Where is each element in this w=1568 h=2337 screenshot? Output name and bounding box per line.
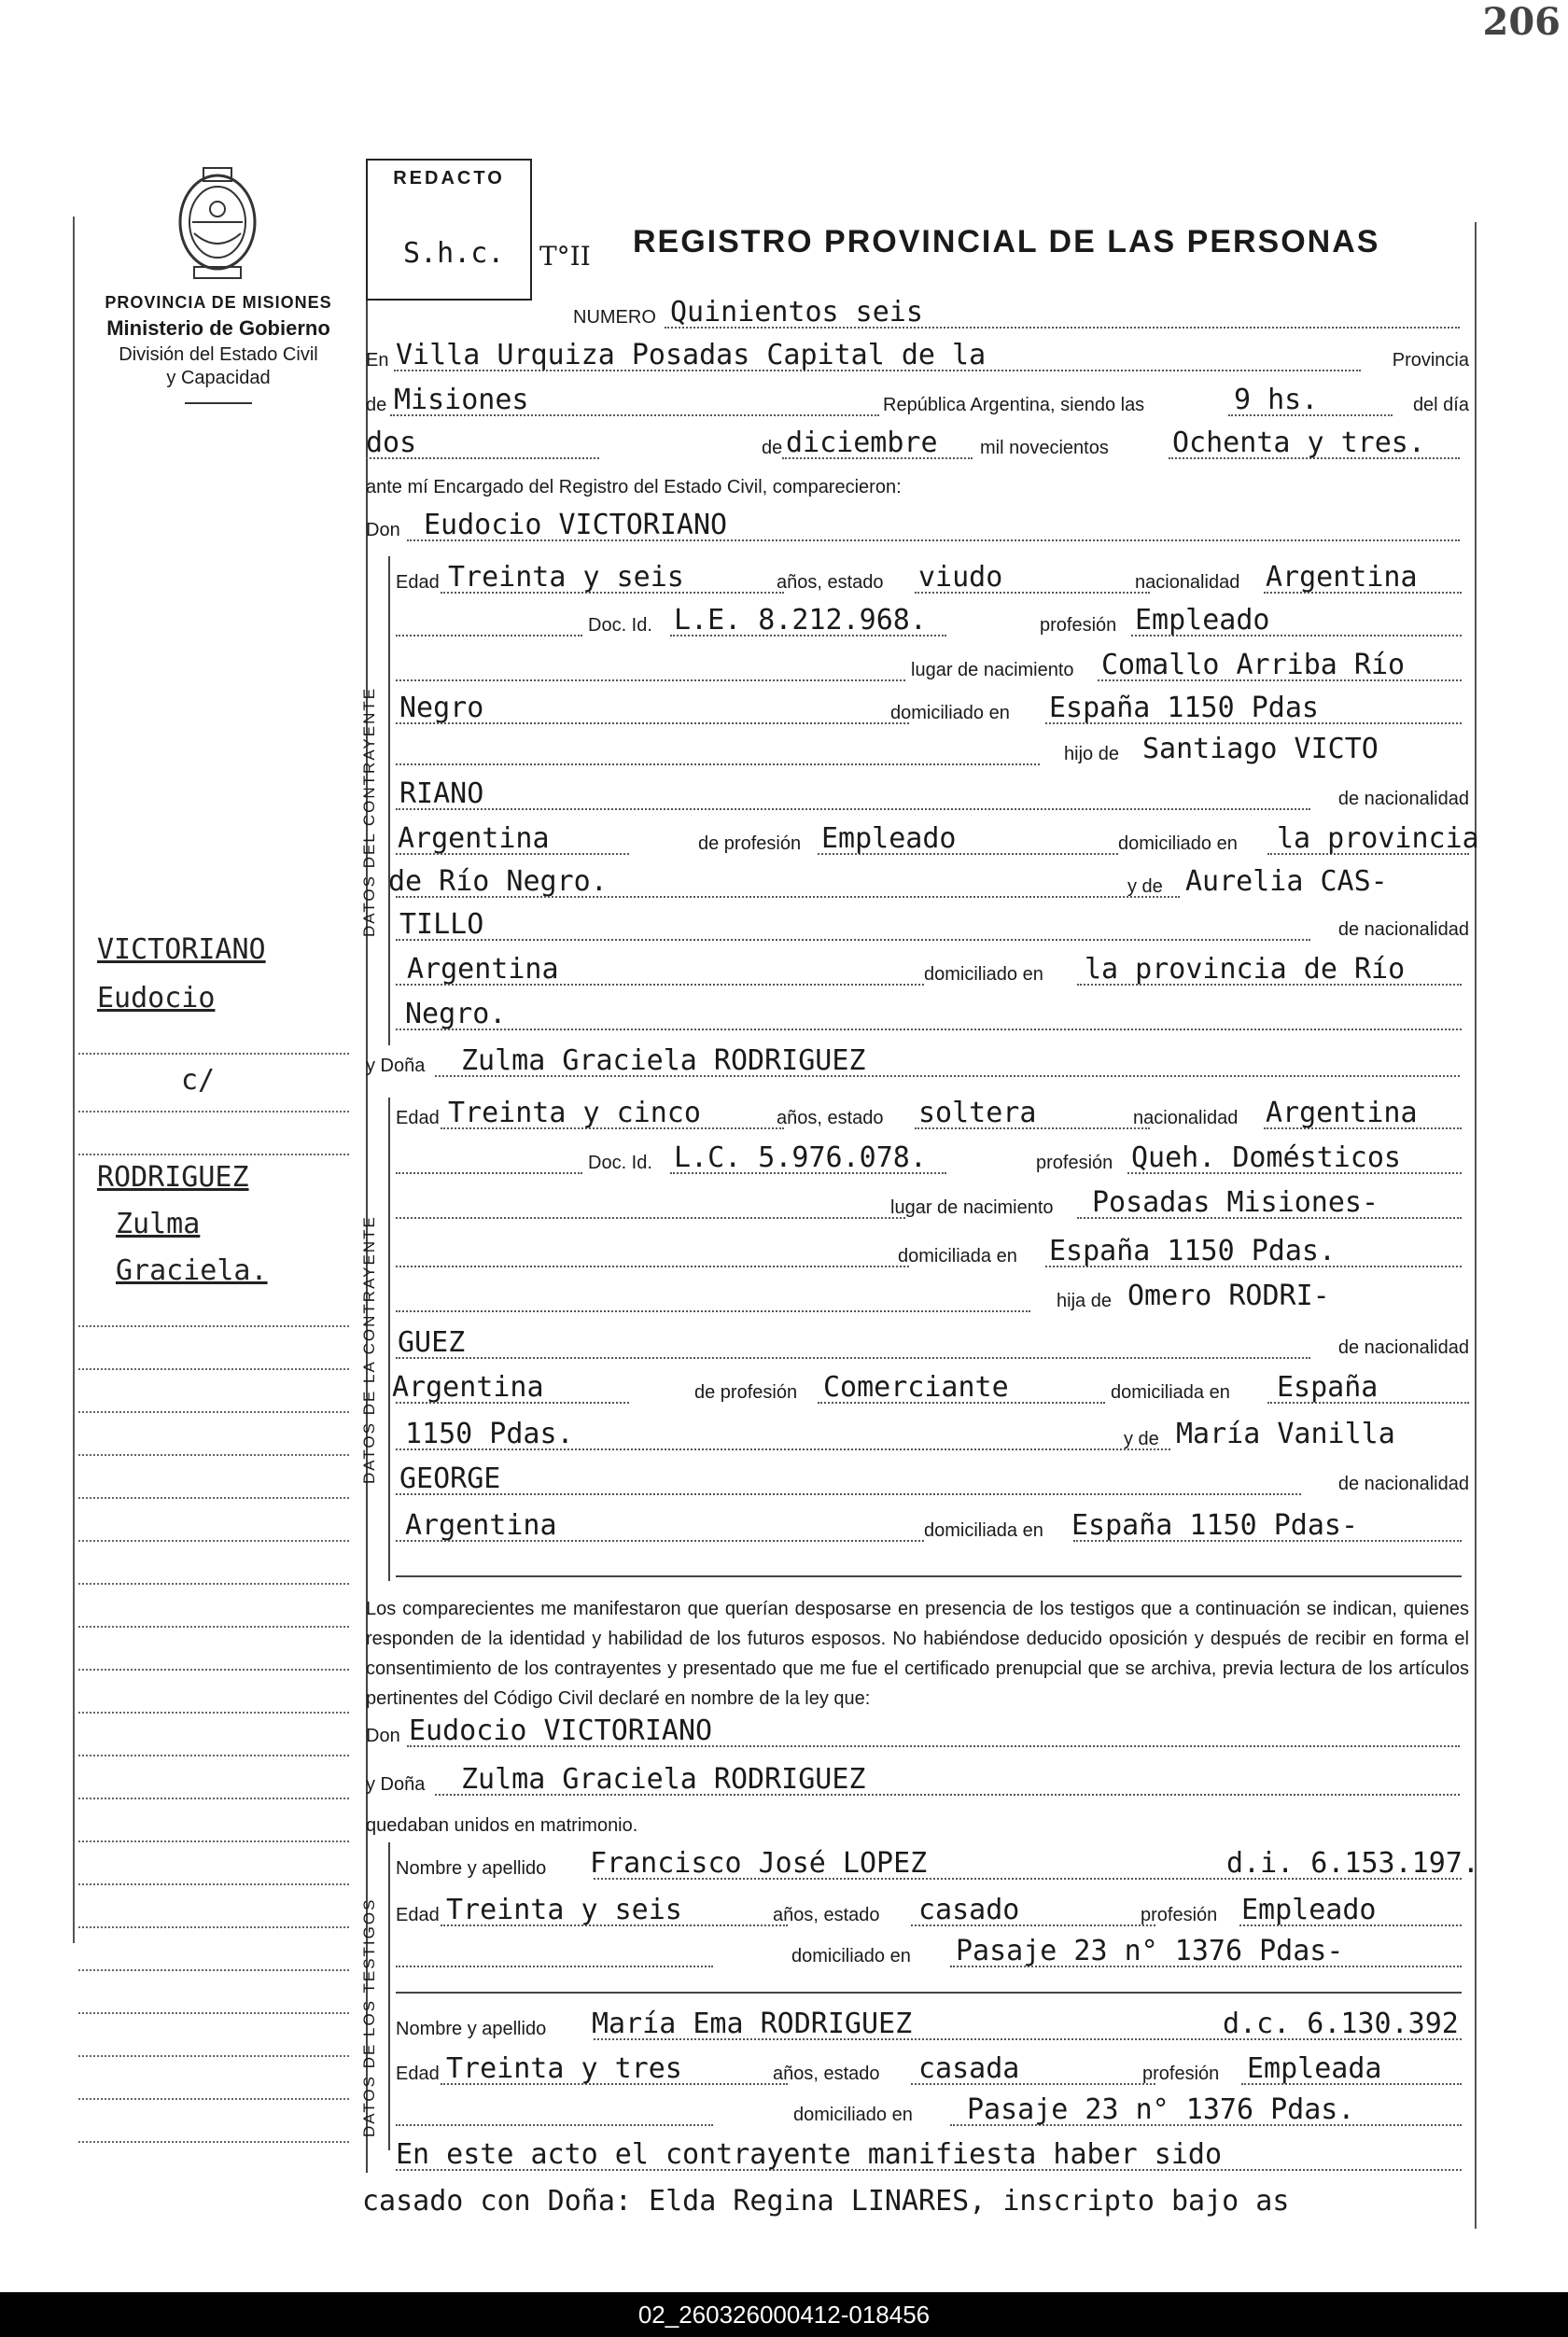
section-rule <box>396 1992 1462 1994</box>
margin-line <box>78 1154 349 1155</box>
c-padre-prof-row <box>396 821 1479 859</box>
t2-domicilio-row <box>396 2092 1469 2130</box>
margin-line <box>78 1540 349 1542</box>
margin-surname-1: VICTORIANO <box>97 933 266 966</box>
margin-con: c/ <box>181 1064 216 1097</box>
testigos-side-label: DATOS DE LOS TESTIGOS <box>360 1897 378 2137</box>
f-madre-value-2: GEORGE <box>399 1462 501 1495</box>
dia-value: dos <box>366 427 417 459</box>
hora-value: 9 hs. <box>1234 384 1319 416</box>
margin-name-1: Eudocio <box>97 982 216 1015</box>
fecha-row <box>366 426 1469 463</box>
c-padre-value-2: RIANO <box>399 777 484 810</box>
frame-right-rule <box>1475 222 1477 2229</box>
c-edad-row <box>396 560 1469 597</box>
margin-line <box>78 2012 349 2014</box>
lugar-label: lugar de nacimiento <box>911 660 1074 680</box>
nacionalidad-label: nacionalidad <box>1135 572 1240 593</box>
domicilio-label: domiciliado en <box>793 2105 913 2125</box>
de-profesion-label: de profesión <box>694 1382 798 1403</box>
f-profesion-value: Queh. Domésticos <box>1131 1141 1401 1174</box>
don-label: Don <box>366 520 400 540</box>
t1-edad-value: Treinta y seis <box>446 1894 682 1926</box>
en-value: Villa Urquiza Posadas Capital de la <box>396 339 987 371</box>
c-madre-dom-2-row <box>396 997 1469 1034</box>
t1-doc-value: d.i. 6.153.197. <box>1226 1847 1479 1880</box>
tomo-mark: T°II <box>539 241 591 272</box>
domicilio-label: domiciliado en <box>890 703 1010 723</box>
t2-domicilio-value: Pasaje 23 n° 1376 Pdas. <box>967 2093 1355 2126</box>
f-padre-value: Omero RODRI- <box>1127 1280 1330 1312</box>
de-nacionalidad-label: de nacionalidad <box>1337 789 1469 809</box>
madre-domicilio-label: domiciliado en <box>924 964 1043 985</box>
edad-label: Edad <box>396 572 440 593</box>
c-lugar-row <box>396 648 1469 685</box>
padre-domicilio-label: domiciliada en <box>1111 1382 1230 1403</box>
de-nacionalidad-label: de nacionalidad <box>1337 919 1469 940</box>
edad-label: Edad <box>396 2064 440 2084</box>
de-value: Misiones <box>394 384 529 416</box>
fill-line <box>396 1029 1462 1030</box>
dona-row <box>366 1043 1469 1081</box>
nota-line-1: En este acto el contrayente manifiesta haber sido <box>396 2138 1223 2171</box>
t1-nombre-value: Francisco José LOPEZ <box>590 1847 928 1880</box>
nota-row-1 <box>396 2137 1469 2175</box>
margin-line <box>78 1840 349 1842</box>
margin-name-3: Graciela. <box>116 1254 268 1287</box>
en-row <box>366 338 1469 375</box>
testigos-bracket <box>388 1842 390 2150</box>
redacto-box <box>366 159 532 301</box>
fill-line <box>396 2124 713 2126</box>
f-domicilio-value: España 1150 Pdas. <box>1049 1235 1337 1267</box>
f-lugar-row <box>396 1185 1469 1223</box>
doc-label: Doc. Id. <box>588 615 652 636</box>
contrayenta-bracket <box>388 1098 390 1581</box>
c-madre-value-2: TILLO <box>399 908 484 941</box>
fill-line <box>396 808 1310 810</box>
numero-row <box>366 295 1469 332</box>
margin-line <box>78 1755 349 1756</box>
provincia-label: Provincia <box>1392 350 1469 371</box>
c-padre-prof-value: Empleado <box>821 822 957 855</box>
t1-domicilio-value: Pasaje 23 n° 1376 Pdas- <box>956 1935 1344 1967</box>
anios-label: años, estado <box>773 2064 880 2084</box>
scan-id: 02_260326000412-018456 <box>637 2301 931 2329</box>
fill-line <box>396 1402 629 1404</box>
c-madre-dom-value-2: Negro. <box>405 998 507 1030</box>
f-lugar-value: Posadas Misiones- <box>1092 1186 1379 1219</box>
margin-line <box>78 1798 349 1799</box>
margin-line <box>78 1325 349 1327</box>
fill-line <box>396 1172 582 1174</box>
f-padre-dom-value-2: 1150 Pdas. <box>405 1418 574 1450</box>
hijo-label: hijo de <box>1064 744 1119 764</box>
c-domicilio-row <box>396 691 1469 728</box>
margin-line <box>78 1411 349 1413</box>
margin-rule <box>73 217 75 1943</box>
don-row <box>366 508 1469 545</box>
margin-line <box>78 1669 349 1671</box>
margin-line <box>78 1497 349 1499</box>
margin-line <box>78 1454 349 1456</box>
c-padre-dom-value-2: de Río Negro. <box>388 865 608 898</box>
t1-nombre-row <box>396 1846 1479 1883</box>
anios-label: años, estado <box>773 1905 880 1925</box>
f-hija-row <box>396 1279 1469 1316</box>
f-madre-nac-value: Argentina <box>405 1509 557 1542</box>
division-name: División del Estado Civil <box>119 344 318 365</box>
f-estado-value: soltera <box>918 1097 1037 1129</box>
decl-don-row <box>366 1714 1469 1751</box>
t1-domicilio-row <box>396 1934 1469 1971</box>
c-madre-row <box>388 864 1469 902</box>
decl-dona-row <box>366 1762 1469 1799</box>
margin-line <box>78 1926 349 1928</box>
f-madre-2-row <box>396 1462 1469 1499</box>
fill-line <box>396 1357 1310 1359</box>
f-nacionalidad-value: Argentina <box>1266 1097 1418 1129</box>
y-dona-label: y Doña <box>366 1774 426 1795</box>
f-padre-dom-value: España <box>1277 1371 1379 1404</box>
contrayenta-side-label: DATOS DE LA CONTRAYENTE <box>360 1215 378 1484</box>
margin-line <box>78 1969 349 1971</box>
de-row <box>366 383 1469 420</box>
nacionalidad-label: nacionalidad <box>1133 1108 1239 1128</box>
t1-edad-row <box>396 1893 1469 1930</box>
c-padre-value: Santiago VICTO <box>1142 733 1379 765</box>
f-padre-value-2: GUEZ <box>398 1326 466 1359</box>
fill-line <box>366 457 599 459</box>
c-padre-row <box>396 777 1469 814</box>
c-nacionalidad-value: Argentina <box>1266 561 1418 594</box>
t1-profesion-value: Empleado <box>1241 1894 1377 1926</box>
y-de-label: y de <box>1124 1429 1159 1449</box>
margin-line <box>78 1712 349 1714</box>
margin-name-2: Zulma <box>116 1208 201 1240</box>
f-padre-prof-row <box>392 1370 1469 1407</box>
margin-line <box>78 2141 349 2143</box>
fill-line <box>396 1310 1030 1312</box>
fill-line <box>396 1448 1170 1450</box>
c-madre-dom-row <box>396 952 1469 989</box>
de-nacionalidad-label: de nacionalidad <box>1337 1337 1469 1358</box>
ministry-header <box>78 293 358 404</box>
document-title: REGISTRO PROVINCIAL DE LAS PERSONAS <box>633 224 1380 259</box>
c-doc-value: L.E. 8.212.968. <box>674 604 927 637</box>
fill-line <box>396 1966 713 1967</box>
edad-label: Edad <box>396 1905 440 1925</box>
fill-line <box>396 896 1180 898</box>
division-name-2: y Capacidad <box>166 368 271 388</box>
y-dona-label: y Doña <box>366 1056 426 1076</box>
ante-label: ante mí Encargado del Registro del Estado Civil, comparecieron: <box>366 477 902 497</box>
c-edad-value: Treinta y seis <box>448 561 684 594</box>
fill-line <box>396 635 582 637</box>
ministry-name: Ministerio de Gobierno <box>106 316 330 340</box>
anio-value: Ochenta y tres. <box>1172 427 1425 459</box>
f-edad-row <box>396 1096 1469 1133</box>
nota-line-2: casado con Doña: Elda Regina LINARES, inscripto bajo as <box>362 2185 1290 2218</box>
contrayente-side-label: DATOS DEL CONTRAYENTE <box>360 686 378 937</box>
f-domicilio-row <box>396 1234 1469 1271</box>
padre-domicilio-label: domiciliado en <box>1118 833 1238 854</box>
f-edad-value: Treinta y cinco <box>448 1097 701 1129</box>
domicilio-label: domiciliado en <box>791 1946 911 1966</box>
profesion-label: profesión <box>1036 1153 1113 1173</box>
c-madre-nac-value: Argentina <box>407 953 559 986</box>
contrayente-bracket <box>388 556 390 1045</box>
don-label: Don <box>366 1726 400 1746</box>
numero-label: NUMERO <box>573 307 656 328</box>
margin-line <box>78 2098 349 2100</box>
page-number: 206 <box>1482 0 1561 44</box>
fill-line <box>396 984 924 986</box>
f-padre-row <box>396 1325 1469 1363</box>
de-label: de <box>366 395 387 415</box>
section-rule <box>396 1575 1462 1577</box>
margin-line <box>78 2055 349 2057</box>
f-doc-row <box>396 1141 1469 1178</box>
numero-value: Quinientos seis <box>670 296 923 329</box>
profesion-label: profesión <box>1142 2064 1220 2084</box>
redacto-value: S.h.c. <box>403 237 505 270</box>
f-madre-dom-value: España 1150 Pdas- <box>1071 1509 1359 1542</box>
t2-profesion-value: Empleada <box>1247 2052 1382 2085</box>
de-profesion-label: de profesión <box>698 833 802 854</box>
redacto-label: REDACTO <box>393 168 505 189</box>
t2-edad-value: Treinta y tres <box>446 2052 682 2085</box>
f-padre-prof-value: Comerciante <box>823 1371 1009 1404</box>
c-lugar-value-2: Negro <box>399 692 484 724</box>
c-profesion-value: Empleado <box>1135 604 1270 637</box>
margin-line <box>78 1883 349 1885</box>
fill-line <box>396 939 1310 941</box>
fill-line <box>396 1217 905 1219</box>
f-madre-value: María Vanilla <box>1176 1418 1395 1450</box>
c-madre-value: Aurelia CAS- <box>1185 865 1388 898</box>
margin-surname-2: RODRIGUEZ <box>97 1161 249 1194</box>
del-dia-label: del día <box>1412 395 1469 415</box>
f-padre-nac-value: Argentina <box>392 1371 544 1404</box>
f-madre-row <box>396 1417 1469 1454</box>
margin-line <box>78 1626 349 1628</box>
fill-line <box>396 853 629 855</box>
margin-line <box>78 1053 349 1055</box>
declaration-paragraph: Los comparecientes me manifestaron que querían desposarse en presencia de los testigos que a continuación se indican, quienes responden de la identidad y habilidad de los futuros esposos. No habiéndose deducido oposición y después de recibir en forma el consentimiento de los contrayentes y presentado que me fue el certificado prenupcial que se archiva, previa lectura de los artículos pertinentes del Código Civil declaré en nombre de la ley que: <box>366 1599 1469 1709</box>
c-madre-2-row <box>396 907 1469 945</box>
mil-label: mil novecientos <box>980 438 1109 458</box>
c-madre-dom-value: la provincia de Río <box>1085 953 1406 986</box>
margin-line <box>78 1111 349 1113</box>
profesion-label: profesión <box>1141 1905 1218 1925</box>
c-estado-value: viudo <box>918 561 1003 594</box>
scan-footer <box>0 2292 1568 2337</box>
fill-line <box>396 679 905 681</box>
mes-value: diciembre <box>786 427 938 459</box>
t1-estado-value: casado <box>918 1894 1020 1926</box>
c-hijo-row <box>396 732 1469 769</box>
c-doc-row <box>396 603 1469 640</box>
provincial-seal <box>166 164 269 286</box>
f-doc-value: L.C. 5.976.078. <box>674 1141 927 1174</box>
nombre-label: Nombre y apellido <box>396 2019 547 2039</box>
c-domicilio-value: España 1150 Pdas <box>1049 692 1319 724</box>
t2-nombre-value: María Ema RODRIGUEZ <box>592 2008 913 2040</box>
fill-line <box>396 1266 909 1267</box>
quedaban-row <box>366 1803 1469 1840</box>
decl-don-value: Eudocio VICTORIANO <box>409 1714 713 1747</box>
t2-nombre-row <box>396 2007 1469 2044</box>
c-padre-dom-value: la provincia <box>1277 822 1479 855</box>
fill-line <box>396 1540 924 1542</box>
c-padre-nac-value: Argentina <box>398 822 550 855</box>
de-mes-label: de <box>762 438 783 458</box>
anios-label: años, estado <box>777 572 884 593</box>
nombre-label: Nombre y apellido <box>396 1858 547 1879</box>
nota-row-2 <box>362 2184 1469 2221</box>
f-madre-dom-row <box>396 1508 1469 1546</box>
doc-label: Doc. Id. <box>588 1153 652 1173</box>
fill-line <box>396 763 1040 765</box>
y-de-label: y de <box>1127 876 1163 897</box>
fill-line <box>396 722 909 724</box>
quedaban-text: quedaban unidos en matrimonio. <box>366 1815 638 1836</box>
republica-label: República Argentina, siendo las <box>883 395 1145 415</box>
margin-line <box>78 1583 349 1585</box>
c-lugar-value: Comallo Arriba Río <box>1101 649 1406 681</box>
domicilio-label: domiciliada en <box>898 1246 1017 1266</box>
dona-value: Zulma Graciela RODRIGUEZ <box>461 1044 866 1077</box>
lugar-label: lugar de nacimiento <box>890 1197 1054 1218</box>
header-rule <box>185 402 252 404</box>
de-nacionalidad-label: de nacionalidad <box>1337 1474 1469 1494</box>
province-name: PROVINCIA DE MISIONES <box>105 293 332 312</box>
edad-label: Edad <box>396 1108 440 1128</box>
t2-doc-value: d.c. 6.130.392 <box>1223 2008 1459 2040</box>
hija-label: hija de <box>1057 1291 1112 1311</box>
t2-estado-value: casada <box>918 2052 1020 2085</box>
decl-dona-value: Zulma Graciela RODRIGUEZ <box>461 1763 866 1796</box>
t2-edad-row <box>396 2051 1469 2089</box>
en-label: En <box>366 350 389 371</box>
ante-row <box>366 465 1469 502</box>
fill-line <box>396 1493 1301 1495</box>
madre-domicilio-label: domiciliada en <box>924 1520 1043 1541</box>
don-value: Eudocio VICTORIANO <box>424 509 728 541</box>
profesion-label: profesión <box>1040 615 1117 636</box>
margin-line <box>78 1368 349 1370</box>
anios-label: años, estado <box>777 1108 884 1128</box>
